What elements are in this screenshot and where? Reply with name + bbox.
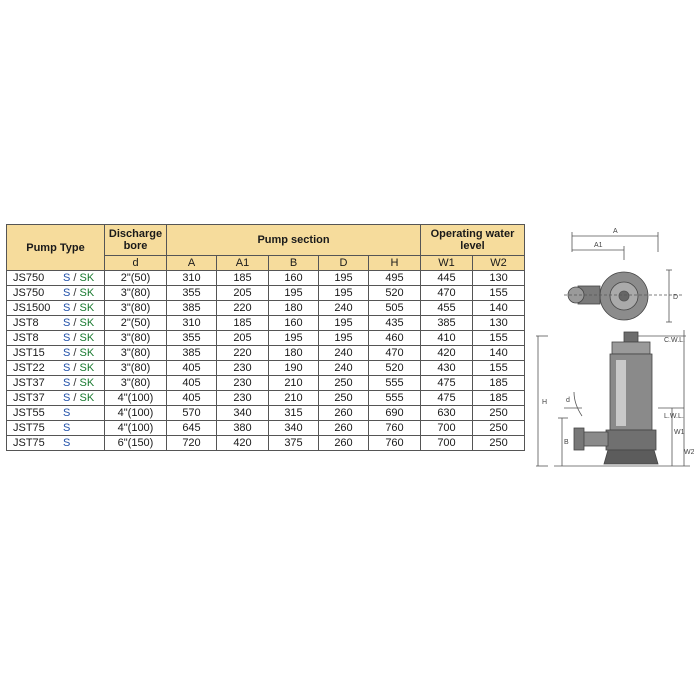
cell-h: 435	[369, 316, 421, 331]
cell-a: 355	[167, 286, 217, 301]
table-row	[7, 406, 525, 421]
cell-w2: 130	[473, 271, 525, 286]
subheader-a: A	[167, 256, 217, 271]
cell-w2: 130	[473, 316, 525, 331]
pump-model: JST15	[13, 346, 45, 359]
cell-b: 160	[269, 316, 319, 331]
variant-s: S	[63, 406, 71, 419]
label-cwl: C.W.L.	[664, 337, 686, 344]
pump-model: JST8	[13, 331, 39, 344]
cell-h: 760	[369, 421, 421, 436]
variant-s: S	[63, 286, 71, 299]
cell-w1: 385	[421, 316, 473, 331]
variant-s: S	[63, 421, 71, 434]
cell-b: 340	[269, 421, 319, 436]
variant-sk: SK	[79, 271, 95, 284]
cell-b: 210	[269, 391, 319, 406]
variant-s: S	[63, 301, 71, 314]
cell-w1: 700	[421, 436, 473, 451]
cell-a: 385	[167, 301, 217, 316]
cell-w2: 140	[473, 301, 525, 316]
cell-h: 505	[369, 301, 421, 316]
subheader-w2: W2	[473, 256, 525, 271]
table-row	[7, 436, 525, 451]
cell-d: 250	[319, 391, 369, 406]
cell-w2: 155	[473, 286, 525, 301]
pump-model: JS750	[13, 286, 45, 299]
table-body	[7, 271, 525, 451]
table-row	[7, 286, 525, 301]
variant-sk: SK	[79, 346, 95, 359]
cell-w2: 250	[473, 421, 525, 436]
pump-model: JST8	[13, 316, 39, 329]
cell-a: 310	[167, 316, 217, 331]
subheader-b: B	[269, 256, 319, 271]
cell-a: 405	[167, 391, 217, 406]
cell-a1: 230	[217, 376, 269, 391]
label-d: D	[673, 294, 679, 301]
pump-dimension-diagram	[534, 222, 694, 472]
cell-w2: 185	[473, 376, 525, 391]
cell-d: 6"(150)	[105, 436, 167, 451]
variant-sk: SK	[79, 376, 95, 389]
variant-separator: /	[70, 361, 80, 374]
cell-w1: 700	[421, 421, 473, 436]
cell-d: 195	[319, 286, 369, 301]
header-discharge-bore: Discharge bore	[105, 225, 167, 256]
pump-model: JST75	[13, 436, 45, 449]
cell-w1: 470	[421, 286, 473, 301]
variant-s: S	[63, 316, 71, 329]
cell-b: 160	[269, 271, 319, 286]
cell-a: 310	[167, 271, 217, 286]
cell-a1: 205	[217, 331, 269, 346]
cell-pump-type	[7, 361, 105, 376]
label-h: H	[542, 399, 548, 406]
header-pump-section: Pump section	[167, 225, 421, 256]
cell-w1: 475	[421, 376, 473, 391]
variant-sk: SK	[79, 301, 95, 314]
cell-a1: 230	[217, 361, 269, 376]
label-lwl: L.W.L.	[664, 413, 684, 420]
table-row	[7, 421, 525, 436]
cell-d: 260	[319, 436, 369, 451]
cell-b: 180	[269, 301, 319, 316]
cell-d: 240	[319, 361, 369, 376]
cell-w1: 475	[421, 391, 473, 406]
cell-w1: 630	[421, 406, 473, 421]
variant-sk: SK	[79, 286, 95, 299]
cell-a: 405	[167, 376, 217, 391]
cell-d: 260	[319, 406, 369, 421]
pump-model: JST22	[13, 361, 45, 374]
header-pump-type: Pump Type	[7, 225, 105, 271]
cell-d: 4"(100)	[105, 391, 167, 406]
label-w2: W2	[684, 449, 694, 456]
table-row	[7, 301, 525, 316]
cell-d: 240	[319, 301, 369, 316]
table-row	[7, 376, 525, 391]
pump-model: JS1500	[13, 301, 51, 314]
pump-model: JST55	[13, 406, 45, 419]
variant-s: S	[63, 361, 71, 374]
cell-a1: 205	[217, 286, 269, 301]
table-row	[7, 361, 525, 376]
cell-w2: 185	[473, 391, 525, 406]
cell-b: 315	[269, 406, 319, 421]
cell-d: 195	[319, 316, 369, 331]
pump-drawing	[534, 222, 694, 472]
variant-s: S	[63, 331, 71, 344]
cell-h: 460	[369, 331, 421, 346]
cell-a: 645	[167, 421, 217, 436]
cell-w2: 250	[473, 406, 525, 421]
cell-a1: 420	[217, 436, 269, 451]
cell-b: 180	[269, 346, 319, 361]
cell-w1: 455	[421, 301, 473, 316]
variant-s: S	[63, 436, 71, 449]
subheader-w1: W1	[421, 256, 473, 271]
cell-d: 3"(80)	[105, 376, 167, 391]
cell-a1: 185	[217, 316, 269, 331]
variant-separator: /	[70, 301, 80, 314]
cell-d: 250	[319, 376, 369, 391]
label-a: A	[613, 228, 618, 235]
label-w1: W1	[674, 429, 685, 436]
variant-sk: SK	[79, 331, 95, 344]
cell-d: 4"(100)	[105, 421, 167, 436]
pump-spec-table	[6, 224, 525, 451]
cell-a1: 380	[217, 421, 269, 436]
cell-w2: 155	[473, 331, 525, 346]
table-row	[7, 271, 525, 286]
cell-pump-type	[7, 376, 105, 391]
cell-b: 210	[269, 376, 319, 391]
cell-h: 495	[369, 271, 421, 286]
label-b: B	[564, 439, 569, 446]
cell-d: 3"(80)	[105, 361, 167, 376]
variant-separator: /	[70, 331, 80, 344]
cell-d: 3"(80)	[105, 331, 167, 346]
variant-separator: /	[70, 391, 80, 404]
cell-w1: 445	[421, 271, 473, 286]
cell-a: 720	[167, 436, 217, 451]
cell-b: 195	[269, 331, 319, 346]
pump-model: JST75	[13, 421, 45, 434]
cell-h: 470	[369, 346, 421, 361]
cell-d: 2"(50)	[105, 271, 167, 286]
cell-b: 190	[269, 361, 319, 376]
cell-h: 520	[369, 286, 421, 301]
cell-d: 3"(80)	[105, 301, 167, 316]
cell-a1: 220	[217, 346, 269, 361]
cell-w1: 430	[421, 361, 473, 376]
cell-pump-type	[7, 421, 105, 436]
cell-a: 355	[167, 331, 217, 346]
pump-top-view	[564, 232, 684, 322]
cell-b: 195	[269, 286, 319, 301]
variant-s: S	[63, 376, 71, 389]
cell-d: 4"(100)	[105, 406, 167, 421]
cell-w2: 155	[473, 361, 525, 376]
cell-pump-type	[7, 316, 105, 331]
pump-model: JST37	[13, 391, 45, 404]
table-row	[7, 331, 525, 346]
cell-h: 690	[369, 406, 421, 421]
cell-a1: 185	[217, 271, 269, 286]
table-row	[7, 316, 525, 331]
cell-d: 2"(50)	[105, 316, 167, 331]
variant-sk: SK	[79, 316, 95, 329]
cell-pump-type	[7, 346, 105, 361]
cell-d: 195	[319, 271, 369, 286]
table-row	[7, 391, 525, 406]
subheader-dd: D	[319, 256, 369, 271]
pump-model: JST37	[13, 376, 45, 389]
variant-separator: /	[70, 286, 80, 299]
cell-a1: 340	[217, 406, 269, 421]
cell-h: 555	[369, 391, 421, 406]
cell-pump-type	[7, 391, 105, 406]
cell-a: 405	[167, 361, 217, 376]
label-d-small: d	[566, 397, 570, 404]
variant-separator: /	[70, 376, 80, 389]
cell-a: 570	[167, 406, 217, 421]
cell-d: 3"(80)	[105, 346, 167, 361]
cell-w2: 140	[473, 346, 525, 361]
cell-pump-type	[7, 286, 105, 301]
header-operating-water-level: Operating water level	[421, 225, 525, 256]
cell-a1: 230	[217, 391, 269, 406]
cell-pump-type	[7, 301, 105, 316]
variant-separator: /	[70, 271, 80, 284]
subheader-h: H	[369, 256, 421, 271]
cell-d: 3"(80)	[105, 286, 167, 301]
variant-s: S	[63, 346, 71, 359]
label-a1: A1	[594, 242, 603, 249]
cell-w1: 410	[421, 331, 473, 346]
variant-s: S	[63, 391, 71, 404]
cell-w2: 250	[473, 436, 525, 451]
cell-pump-type	[7, 436, 105, 451]
variant-sk: SK	[79, 391, 95, 404]
pump-model: JS750	[13, 271, 45, 284]
cell-d: 240	[319, 346, 369, 361]
variant-separator: /	[70, 346, 80, 359]
variant-separator: /	[70, 316, 80, 329]
cell-a: 385	[167, 346, 217, 361]
subheader-d: d	[105, 256, 167, 271]
cell-h: 555	[369, 376, 421, 391]
cell-pump-type	[7, 406, 105, 421]
variant-s: S	[63, 271, 71, 284]
table-row	[7, 346, 525, 361]
cell-pump-type	[7, 271, 105, 286]
cell-h: 520	[369, 361, 421, 376]
subheader-a1: A1	[217, 256, 269, 271]
cell-d: 260	[319, 421, 369, 436]
variant-sk: SK	[79, 361, 95, 374]
cell-w1: 420	[421, 346, 473, 361]
pump-side-view	[536, 330, 690, 466]
cell-b: 375	[269, 436, 319, 451]
cell-h: 760	[369, 436, 421, 451]
cell-d: 195	[319, 331, 369, 346]
cell-pump-type	[7, 331, 105, 346]
cell-a1: 220	[217, 301, 269, 316]
